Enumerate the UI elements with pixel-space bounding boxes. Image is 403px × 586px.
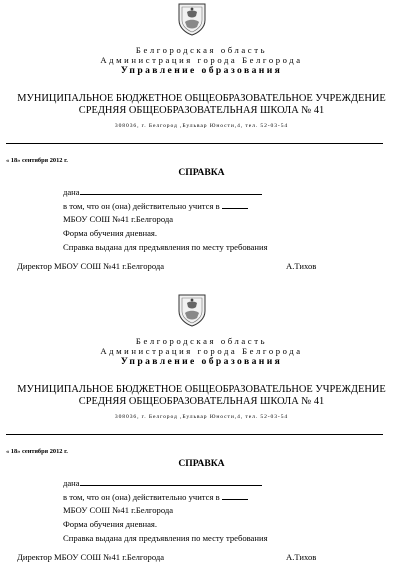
studies-line [63, 200, 248, 211]
institution-name-line1: МУНИЦИПАЛЬНОЕ БЮДЖЕТНОЕ ОБЩЕОБРАЗОВАТЕЛЬНОЕ УЧРЕЖДЕНИЕ [17, 384, 386, 395]
coat-of-arms-icon [177, 293, 207, 327]
region-name: Белгородская область [135, 45, 268, 55]
purpose-line: Справка выдана для предъявления по месту требования [63, 533, 268, 543]
studies-blank [222, 200, 248, 209]
header-divider [6, 434, 383, 435]
director-label: Директор МБОУ СОШ №41 г.Белгорода [17, 552, 165, 562]
certificate-document-1 [0, 0, 403, 286]
institution-name-line2: СРЕДНЯЯ ОБЩЕОБРАЗОВАТЕЛЬНАЯ ШКОЛА № 41 [78, 105, 325, 116]
study-form-line: Форма обучения дневная. [63, 519, 158, 529]
coat-of-arms-icon [177, 2, 207, 36]
issue-date: « 18» сентября 2012 г. [6, 157, 68, 164]
given-to-line [63, 477, 262, 488]
director-label: Директор МБОУ СОШ №41 г.Белгорода [17, 261, 165, 271]
department-name: Управление образования [120, 356, 283, 367]
school-name-line: МБОУ СОШ №41 г.Белгорода [63, 505, 174, 515]
studies-text: в том, что он (она) действительно учится в [63, 201, 220, 211]
institution-address: 308036, г. Белгород ,Бульвар Юности,4, тел. 52-03-54 [114, 123, 289, 129]
studies-text: в том, что он (она) действительно учится в [63, 492, 220, 502]
issue-date: « 18» сентября 2012 г. [6, 448, 68, 455]
given-to-blank [80, 477, 262, 486]
institution-name-line2: СРЕДНЯЯ ОБЩЕОБРАЗОВАТЕЛЬНАЯ ШКОЛА № 41 [78, 396, 325, 407]
director-name: А.Тихов [286, 552, 317, 562]
given-to-blank [80, 186, 262, 195]
administration-name: Администрация города Белгорода [100, 346, 303, 356]
department-name: Управление образования [120, 65, 283, 76]
studies-line [63, 491, 248, 502]
document-title: СПРАВКА [178, 167, 225, 178]
director-name: А.Тихов [286, 261, 317, 271]
study-form-line: Форма обучения дневная. [63, 228, 158, 238]
header-divider [6, 143, 383, 144]
given-to-label: дана [63, 187, 80, 197]
region-name: Белгородская область [135, 336, 268, 346]
certificate-document-2 [0, 291, 403, 577]
school-name-line: МБОУ СОШ №41 г.Белгорода [63, 214, 174, 224]
institution-name-line1: МУНИЦИПАЛЬНОЕ БЮДЖЕТНОЕ ОБЩЕОБРАЗОВАТЕЛЬНОЕ УЧРЕЖДЕНИЕ [17, 93, 386, 104]
given-to-line [63, 186, 262, 197]
studies-blank [222, 491, 248, 500]
institution-address: 308036, г. Белгород ,Бульвар Юности,4, тел. 52-03-54 [114, 414, 289, 420]
purpose-line: Справка выдана для предъявления по месту требования [63, 242, 268, 252]
given-to-label: дана [63, 478, 80, 488]
document-title: СПРАВКА [178, 458, 225, 469]
administration-name: Администрация города Белгорода [100, 55, 303, 65]
